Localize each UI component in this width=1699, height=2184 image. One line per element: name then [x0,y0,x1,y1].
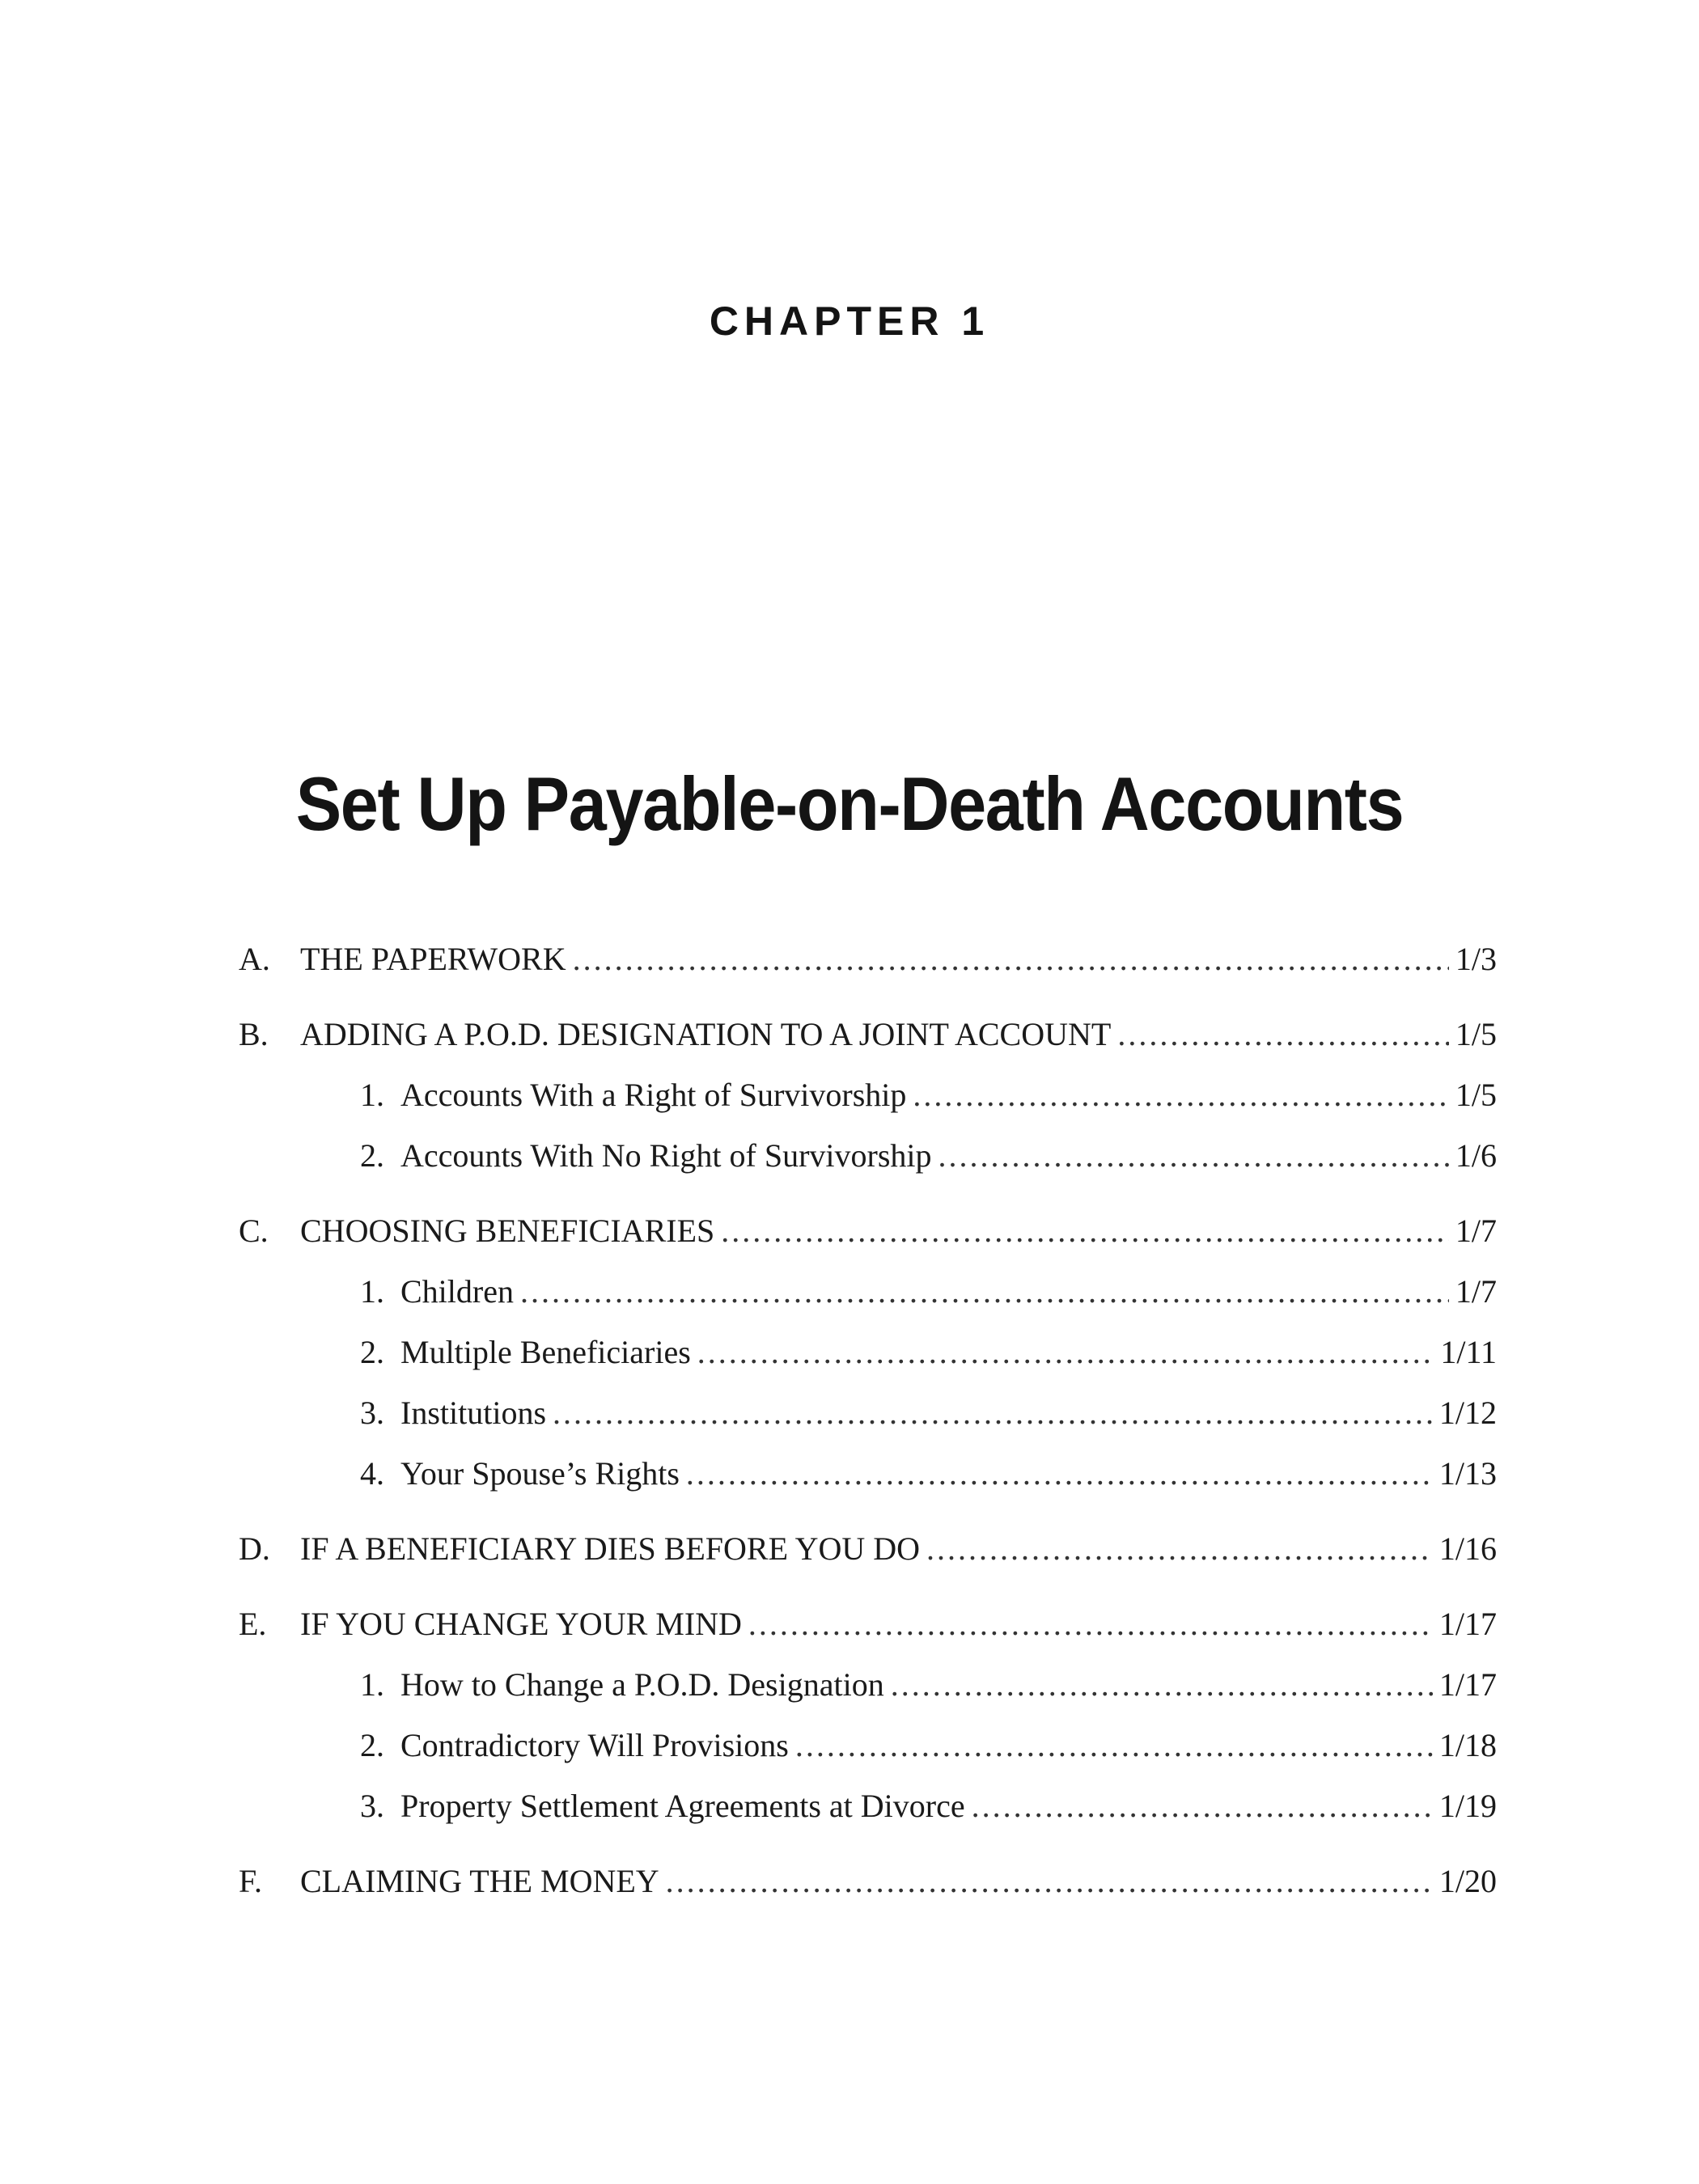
toc-letter: D. [239,1530,270,1567]
toc-sub-page: 1/6 [1455,1137,1497,1174]
toc-subentry[interactable] [239,1125,1497,1186]
toc-label: CHOOSING BENEFICIARIES [300,1213,715,1249]
toc-page: 1/20 [1438,1863,1497,1899]
toc-subentry[interactable] [239,1382,1497,1443]
toc-subentry[interactable] [239,1322,1497,1382]
toc-entry[interactable] [239,1518,1497,1579]
chapter-title: Set Up Payable-on-Death Accounts [295,761,1404,846]
dot-leader [926,1518,1433,1579]
toc-subentry[interactable] [239,1776,1497,1836]
toc-entry[interactable] [239,1200,1497,1261]
table-of-contents [239,929,1497,1926]
toc-page: 1/7 [1455,1213,1497,1249]
toc-label: THE PAPERWORK [300,941,566,977]
toc-sub-number: 2. [360,1727,384,1763]
toc-sub-page: 1/17 [1438,1666,1497,1703]
toc-subentry[interactable] [239,1261,1497,1322]
toc-sub-number: 3. [360,1395,384,1431]
toc-sub-page: 1/12 [1438,1395,1497,1431]
dot-leader [938,1125,1449,1186]
toc-sub-page: 1/5 [1455,1077,1497,1113]
toc-label: IF A BENEFICIARY DIES BEFORE YOU DO [300,1530,920,1567]
toc-subentry[interactable] [239,1715,1497,1776]
toc-label: ADDING A P.O.D. DESIGNATION TO A JOINT ACCOUNT [300,1016,1112,1052]
toc-sub-label: Children [400,1273,514,1310]
toc-sub-number: 3. [360,1788,384,1824]
toc-entry[interactable] [239,1004,1497,1064]
toc-letter: F. [239,1863,263,1899]
toc-sub-number: 2. [360,1334,384,1370]
toc-sub-number: 1. [360,1666,384,1703]
toc-sub-label: Your Spouse’s Rights [400,1455,680,1492]
toc-sub-page: 1/11 [1440,1334,1497,1370]
toc-subentry[interactable] [239,1064,1497,1125]
toc-label: IF YOU CHANGE YOUR MIND [300,1606,742,1642]
toc-section-e [239,1594,1497,1836]
toc-sub-number: 4. [360,1455,384,1492]
toc-sub-page: 1/18 [1438,1727,1497,1763]
dot-leader [666,1851,1433,1911]
toc-letter: C. [239,1213,269,1249]
toc-letter: A. [239,941,270,977]
toc-sub-page: 1/19 [1438,1788,1497,1824]
toc-sub-label: Property Settlement Agreements at Divorce [400,1788,965,1824]
toc-sub-number: 1. [360,1077,384,1113]
dot-leader [697,1322,1434,1382]
dot-leader [891,1654,1433,1715]
toc-subentry[interactable] [239,1443,1497,1504]
toc-sub-label: Accounts With No Right of Survivorship [400,1137,932,1174]
dot-leader [795,1715,1433,1776]
toc-sub-number: 1. [360,1273,384,1310]
toc-entry[interactable] [239,929,1497,989]
dot-leader [573,929,1449,989]
toc-letter: B. [239,1016,269,1052]
toc-sub-page: 1/7 [1455,1273,1497,1310]
dot-leader [1117,1004,1449,1064]
toc-section-c [239,1200,1497,1504]
toc-label: CLAIMING THE MONEY [300,1863,659,1899]
dot-leader [972,1776,1433,1836]
toc-page: 1/16 [1438,1530,1497,1567]
toc-sub-number: 2. [360,1137,384,1174]
toc-entry[interactable] [239,1851,1497,1911]
toc-sub-page: 1/13 [1438,1455,1497,1492]
toc-section-d [239,1518,1497,1579]
toc-letter: E. [239,1606,267,1642]
toc-sub-label: Contradictory Will Provisions [400,1727,789,1763]
toc-entry[interactable] [239,1594,1497,1654]
toc-sub-label: Multiple Beneficiaries [400,1334,691,1370]
dot-leader [721,1200,1449,1261]
toc-sub-label: Institutions [400,1395,547,1431]
toc-section-f [239,1851,1497,1911]
dot-leader [686,1443,1433,1504]
dot-leader [553,1382,1433,1443]
toc-page: 1/17 [1438,1606,1497,1642]
toc-page: 1/5 [1455,1016,1497,1052]
toc-section-b [239,1004,1497,1186]
toc-section-a [239,929,1497,989]
chapter-label: CHAPTER 1 [709,298,990,344]
dot-leader [748,1594,1433,1654]
toc-subentry[interactable] [239,1654,1497,1715]
toc-page: 1/3 [1455,941,1497,977]
dot-leader [913,1064,1448,1125]
toc-sub-label: How to Change a P.O.D. Designation [400,1666,884,1703]
dot-leader [520,1261,1449,1322]
toc-sub-label: Accounts With a Right of Survivorship [400,1077,907,1113]
